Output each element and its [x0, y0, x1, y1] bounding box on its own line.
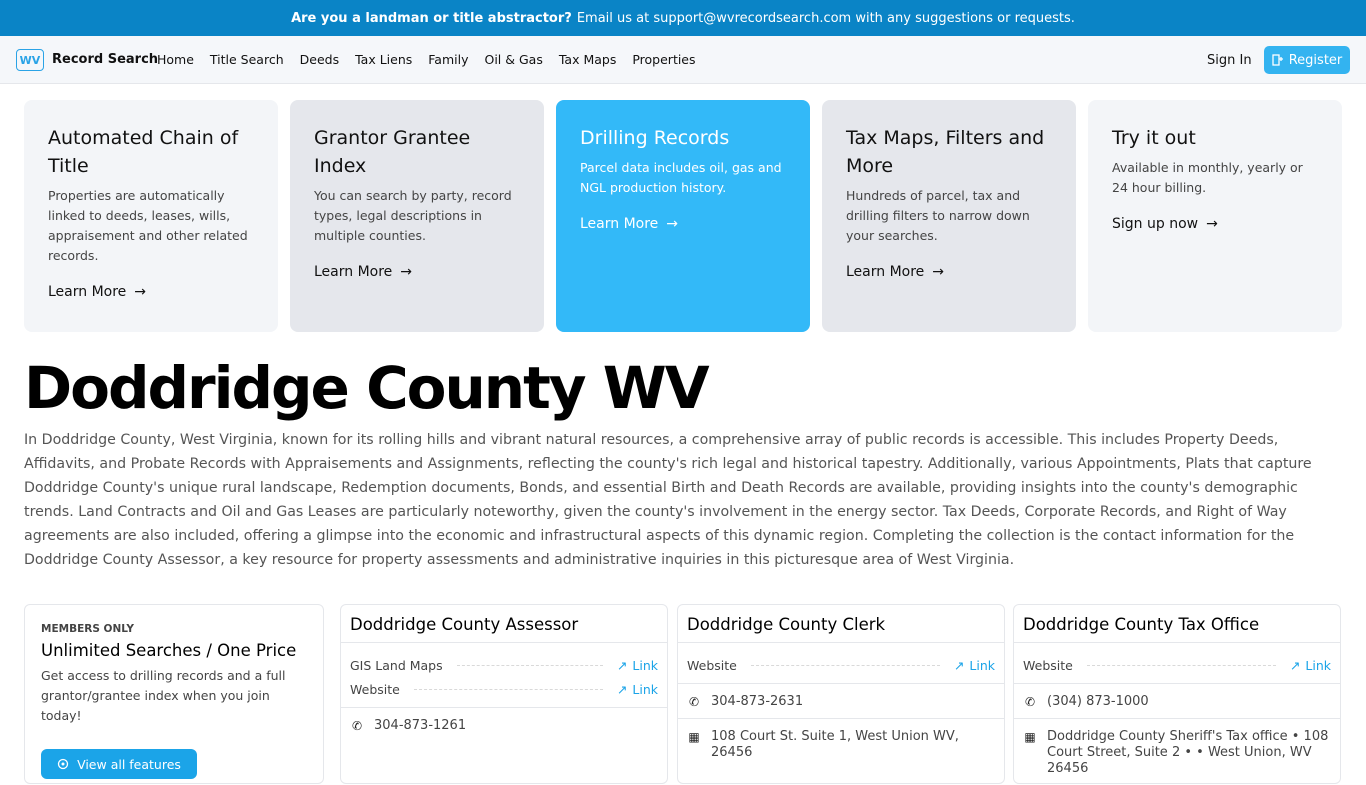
nav-link-properties[interactable]: Properties	[632, 52, 696, 67]
register-label: Register	[1288, 52, 1343, 68]
office-links	[341, 643, 667, 708]
user-plus-icon	[1272, 54, 1284, 66]
register-button[interactable]	[1264, 46, 1350, 74]
row-label: Website	[350, 681, 400, 697]
sign-up-label: Sign up now	[1112, 216, 1199, 232]
top-banner	[0, 0, 1366, 36]
external-link-icon: ↗	[616, 681, 628, 697]
external-link[interactable]	[954, 658, 995, 673]
office-link-row	[350, 677, 658, 701]
row-label: Website	[687, 657, 737, 673]
card-text: Hundreds of parcel, tax and drilling filters to narrow down your searches.	[846, 188, 1030, 243]
badge-icon	[57, 758, 69, 770]
office-link-row	[687, 653, 995, 677]
card-text: You can search by party, record types, legal descriptions in multiple counties.	[314, 188, 512, 243]
banner-bold-text: Are you a landman or title abstractor?	[291, 10, 572, 26]
office-links	[1014, 643, 1340, 684]
card-title: Try it out	[1112, 127, 1196, 149]
logo[interactable]: WV	[16, 49, 44, 71]
view-features-button[interactable]	[41, 749, 197, 779]
row-label: GIS Land Maps	[350, 657, 443, 673]
office-address	[1014, 719, 1340, 785]
office-title: Doddridge County Tax Office	[1014, 605, 1340, 643]
learn-more-label: Learn More	[580, 216, 659, 232]
external-link-icon: ↗	[953, 657, 965, 673]
sign-in-link[interactable]: Sign In	[1207, 53, 1252, 68]
office-card-clerk	[677, 604, 1005, 784]
brand-name[interactable]: Record Search	[52, 52, 159, 67]
office-card-assessor	[340, 604, 668, 784]
learn-more-label: Learn More	[48, 284, 127, 300]
phone-icon: ✆	[1024, 695, 1036, 709]
office-phone[interactable]	[1014, 684, 1340, 719]
feature-card-grantor-grantee	[290, 100, 544, 332]
phone-number: (304) 873-1000	[1047, 694, 1149, 709]
phone-icon: ✆	[688, 695, 700, 709]
phone-icon: ✆	[351, 719, 363, 733]
card-title: Drilling Records	[580, 127, 730, 149]
feature-card-tax-maps	[822, 100, 1076, 332]
office-address	[678, 719, 1004, 769]
arrow-right-icon: →	[666, 216, 679, 232]
feature-card-try-it-out	[1088, 100, 1342, 332]
page-title: Doddridge County WV	[24, 354, 708, 422]
address-text: Doddridge County Sheriff's Tax office • 108 Court Street, Suite 2 • • West Union, WV 26456	[1047, 729, 1329, 776]
feature-card-drilling-records	[556, 100, 810, 332]
card-title: Grantor Grantee Index	[314, 127, 471, 177]
link-label: Link	[969, 657, 995, 673]
card-text: Available in monthly, yearly or 24 hour billing.	[1112, 160, 1303, 195]
card-text: Parcel data includes oil, gas and NGL production history.	[580, 160, 782, 195]
office-card-tax-office	[1013, 604, 1341, 784]
members-only-panel	[24, 604, 324, 784]
nav-link-tax-liens[interactable]: Tax Liens	[355, 52, 413, 67]
learn-more-label: Learn More	[314, 264, 393, 280]
nav-link-family[interactable]: Family	[428, 52, 469, 67]
sign-up-link[interactable]	[1112, 216, 1318, 232]
link-label: Link	[632, 681, 658, 697]
external-link[interactable]	[617, 658, 658, 673]
learn-more-link[interactable]	[580, 216, 786, 232]
navbar	[0, 36, 1366, 84]
nav-link-title-search[interactable]: Title Search	[209, 52, 284, 67]
external-link-icon: ↗	[1289, 657, 1301, 673]
arrow-right-icon: →	[400, 264, 413, 280]
feature-card-chain-of-title	[24, 100, 278, 332]
arrow-right-icon: →	[932, 264, 945, 280]
office-phone[interactable]	[341, 708, 667, 742]
members-text: Get access to drilling records and a full grantor/grantee index when you join today!	[41, 668, 286, 723]
office-link-row	[1023, 653, 1331, 677]
external-link[interactable]	[1290, 658, 1331, 673]
phone-number: 304-873-1261	[374, 718, 467, 733]
learn-more-link[interactable]	[314, 264, 520, 280]
nav-link-home[interactable]: Home	[157, 52, 194, 67]
nav-link-oil-gas[interactable]: Oil & Gas	[484, 52, 543, 67]
external-link-icon: ↗	[616, 657, 628, 673]
members-tag: MEMBERS ONLY	[41, 623, 134, 635]
building-icon: ▦	[688, 730, 700, 744]
arrow-right-icon: →	[1206, 216, 1218, 232]
office-title: Doddridge County Clerk	[678, 605, 1004, 643]
banner-text[interactable]: Email us at support@wvrecordsearch.com with any suggestions or requests.	[576, 10, 1075, 26]
card-title: Tax Maps, Filters and More	[846, 127, 1045, 177]
arrow-right-icon: →	[134, 284, 147, 300]
county-description: In Doddridge County, West Virginia, known for its rolling hills and vibrant natural resources, a comprehensive array of public records is accessible. This includes Property Deeds, Affidavits, and Probate Records with Appraisements and Assignments, reflecting the county's rich legal and historical tapestry. Additionally, various Appointments, Plats that capture Doddridge County's unique rural landscape, Redemption documents, Bonds, and essential Birth and Death Records are available, providing insights into the county's demographic trends. Land Contracts and Oil and Gas Leases are particularly noteworthy, given the county's involvement in the energy sector. Tax Deeds, Corporate Records, and Right of Way agreements are also included, offering a glimpse into the economic and infrastructural aspects of this dynamic region. Completing the collection is the contact information for the Doddridge County Assessor, a key resource for property assessments and administrative inquiries in this picturesque area of West Virginia.	[24, 432, 1312, 568]
divider	[1087, 665, 1276, 666]
card-title: Automated Chain of Title	[48, 127, 239, 177]
row-label: Website	[1023, 657, 1073, 673]
office-phone[interactable]	[678, 684, 1004, 719]
view-features-label: View all features	[77, 756, 181, 772]
divider	[457, 665, 603, 666]
building-icon: ▦	[1024, 730, 1036, 744]
phone-number: 304-873-2631	[711, 694, 804, 709]
external-link[interactable]	[617, 682, 658, 697]
link-label: Link	[1305, 657, 1331, 673]
nav-link-deeds[interactable]: Deeds	[299, 52, 340, 67]
learn-more-link[interactable]	[48, 284, 254, 300]
learn-more-label: Learn More	[846, 264, 925, 280]
members-title: Unlimited Searches / One Price	[41, 641, 297, 660]
card-text: Properties are automatically linked to deeds, leases, wills, appraisement and other related records.	[48, 188, 248, 263]
nav-link-tax-maps[interactable]: Tax Maps	[558, 52, 617, 67]
link-label: Link	[632, 657, 658, 673]
office-link-row	[350, 653, 658, 677]
learn-more-link[interactable]	[846, 264, 1052, 280]
divider	[414, 689, 603, 690]
address-text: 108 Court St. Suite 1, West Union WV, 26456	[711, 729, 959, 760]
office-links	[678, 643, 1004, 684]
divider	[751, 665, 940, 666]
office-title: Doddridge County Assessor	[341, 605, 667, 643]
nav-links	[157, 52, 696, 67]
